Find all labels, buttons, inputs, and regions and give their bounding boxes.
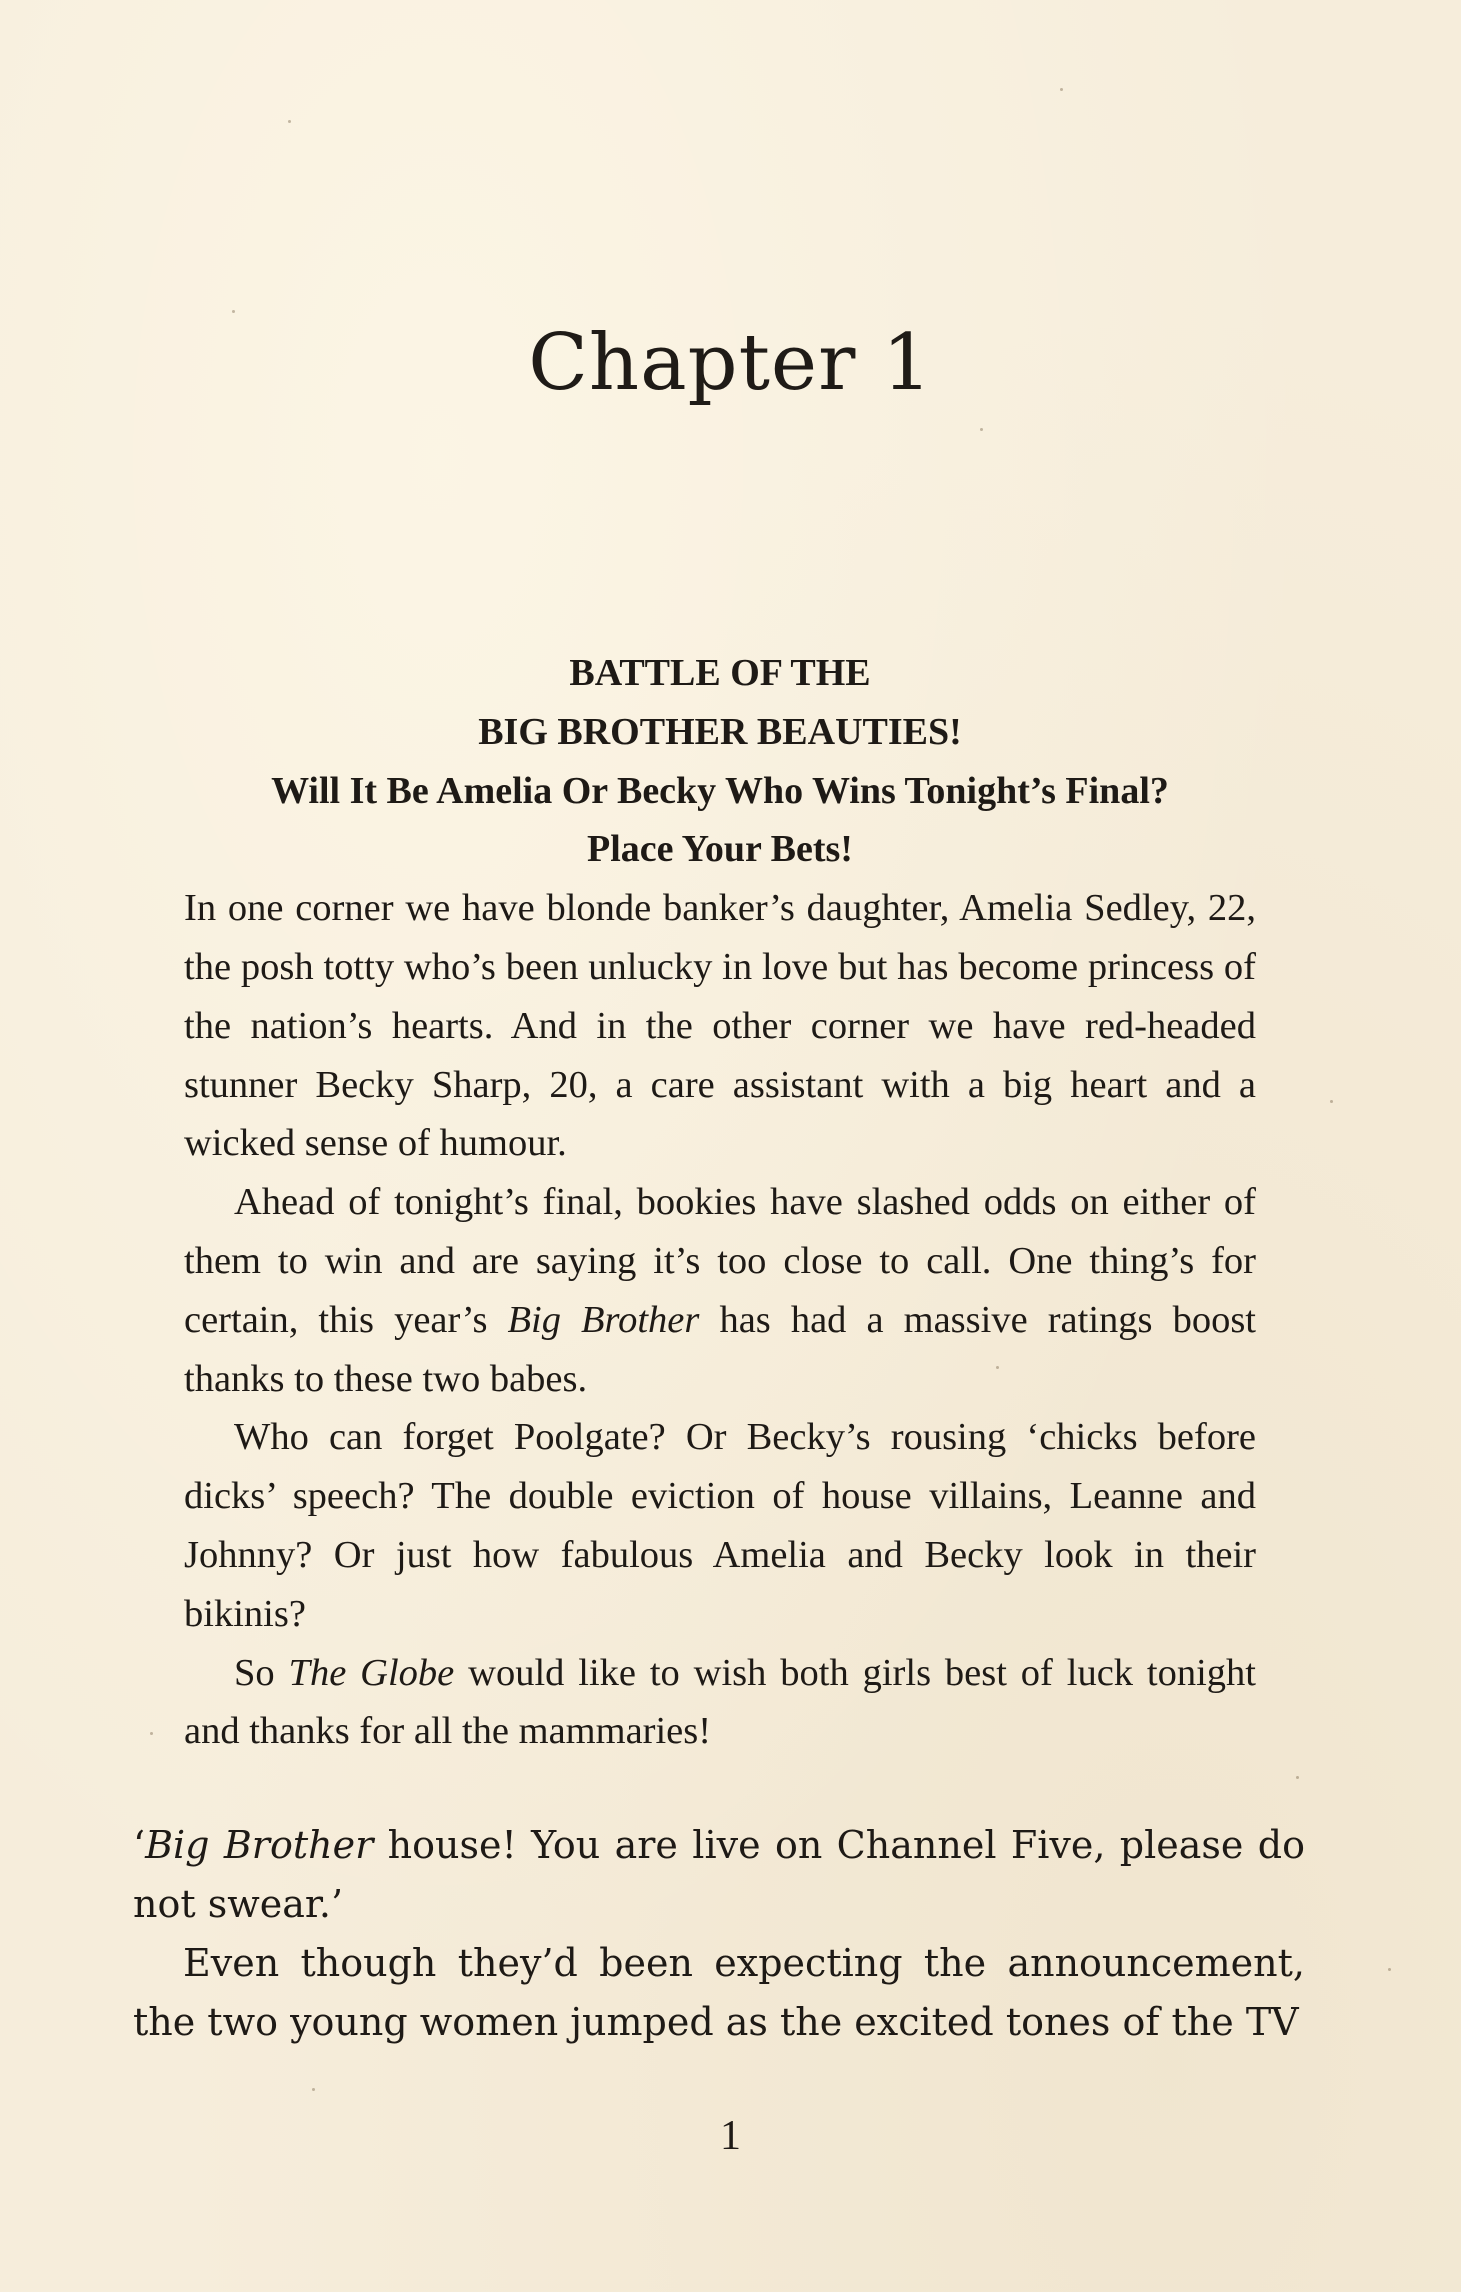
article-italic-text: The Globe	[288, 1651, 455, 1694]
headline-line: Will It Be Amelia Or Becky Who Wins Tonight’s Final?	[271, 769, 1169, 812]
article-paragraph	[184, 1644, 1256, 1762]
newspaper-article	[184, 644, 1256, 1761]
article-paragraph	[184, 1408, 1256, 1643]
paper-speck	[1388, 1968, 1391, 1971]
narrative-paragraph	[133, 1816, 1305, 1934]
article-text: Ahead of tonight’s final, bookies have slashed odds on either of them to win and are saying it’s too close to call. One thing’s for certain, this year’s	[184, 1181, 1256, 1341]
narrative-paragraph: Even though they’d been expecting the announcement, the two young women jumped as the excited tones of the TV	[133, 1941, 1305, 2044]
quote-mark: ‘	[133, 1823, 146, 1867]
headline-line: Place Your Bets!	[587, 828, 853, 871]
article-text: would like to wish both girls best of luck tonight and thanks for all the mammaries!	[184, 1651, 1256, 1753]
paper-speck	[312, 2088, 315, 2091]
paper-speck	[1296, 1776, 1299, 1779]
paper-speck	[288, 120, 291, 123]
narrative-sentence: house! You are live on Channel Five, please do not swear.’	[133, 1823, 1305, 1926]
article-text: In one corner we have blonde banker’s daughter, Amelia Sedley, 22, the posh totty who’s been unlucky in love but has become princess of the nation’s hearts. And in the other corner we have red-headed stunner Becky Sharp, 20, a care assistant with a big heart and a wicked sense of humour.	[184, 887, 1256, 1165]
headline-line: BATTLE OF THE	[569, 652, 871, 694]
article-paragraph	[184, 879, 1256, 1173]
article-text: has had a massive ratings boost thanks to these two babes.	[184, 1298, 1256, 1400]
article-text: Who can forget Poolgate? Or Becky’s rousing ‘chicks before dicks’ speech? The double eviction of house villains, Leanne and Johnny? Or just how fabulous Amelia and Becky look in their bikinis?	[184, 1416, 1256, 1635]
chapter-title: Chapter 1	[528, 318, 933, 408]
headline-line: BIG BROTHER BEAUTIES!	[478, 710, 962, 753]
narrative-text	[133, 1816, 1305, 2052]
article-italic-text: Big Brother	[507, 1298, 700, 1341]
page-number: 1	[720, 2113, 741, 2159]
article-paragraph	[184, 1173, 1256, 1408]
paper-speck	[232, 310, 235, 313]
paper-speck	[1330, 1100, 1333, 1103]
paper-speck	[980, 428, 983, 431]
paper-speck	[150, 1732, 153, 1735]
article-text: So	[234, 1651, 289, 1694]
paper-speck	[1060, 88, 1063, 91]
narrative-italic-text: Big Brother	[145, 1823, 374, 1867]
